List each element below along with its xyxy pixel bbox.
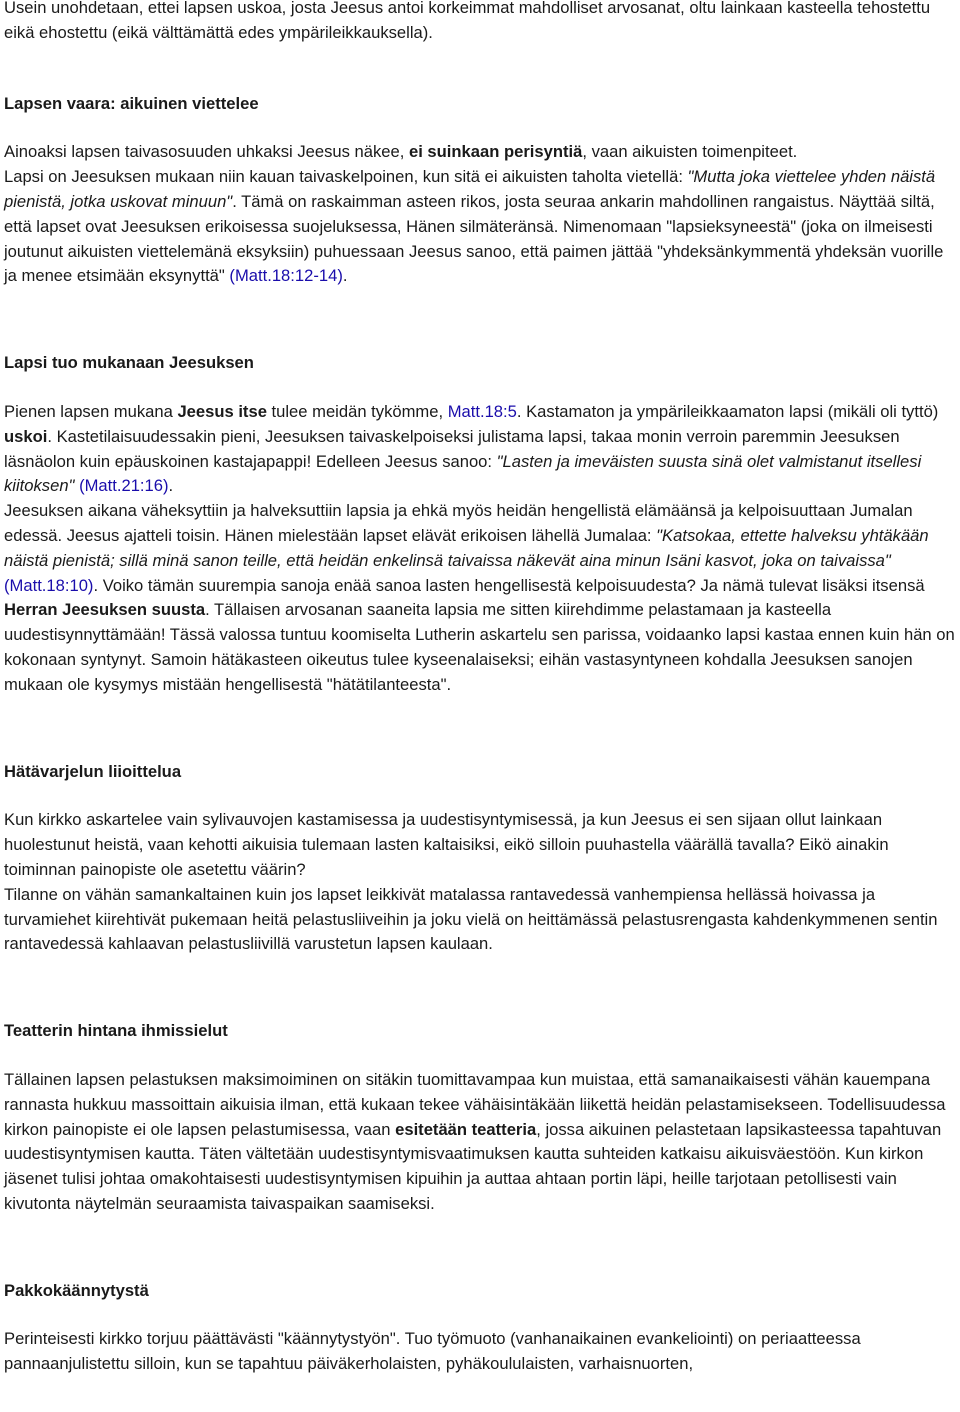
section2-paragraph-2: Jeesuksen aikana väheksyttiin ja halveksuttiin lapsia ja ehkä myös heidän hengellistä elämäänsä ja kelpoisuuttaan Jumalan edessä. Jeesus ajatteli toisin. Hänen mielestään lapset elävät erikoisen lähellä Jumalaa: "Katsokaa, ettette halveksu yhtäkään näistä pienistä; sillä minä sanon teille, että heidän enkelinsä taivaissa näkevät aina minun Isäni kasvot, joka on taivaissa" (Matt.18:10). Voiko tämän suurempia sanoja enää sanoa lasten hengellisestä kelpoisuudesta? Ja nämä tulevat lisäksi itsensä Herran Jeesuksen suusta. Tällaisen arvosanan saaneita lapsia me sitten kiirehdimme pelastamaan ja kasteella uudestisynnyttämään! Tässä valossa tuntuu koomiselta Lutherin askartelu sen parissa, voidaanko lapsi kastaa ennen kuin hän on kokonaan syntynyt. Samoin hätäkasteen oikeutus tulee kyseenalaiseksi; eihän vastasyntyneen kohdalla Jeesuksen sanojen mukaan ole kysymys mistään hengellisestä "hätätilanteesta". — [4, 501, 955, 694]
section1-paragraph-2: Lapsi on Jeesuksen mukaan niin kauan taivaskelpoinen, kun sitä ei aikuisten taholta vietellä: "Mutta joka viettelee yhden näistä pienistä, jotka uskovat minuun". Tämä on raskaimman asteen rikos, josta seuraa ankarin mahdollinen rangaistus. Näyttää siltä, että lapset ovat Jeesuksen erikoisessa suojeluksessa, Hänen silmäteränsä. Nimenomaan "lapsieksyneestä" (joka on ilmeisesti joutunut aikuisten viettelemänä eksyksiin) puhuessaan Jeesus sanoo, että paimen jättää "yhdeksänkymmentä yhdeksän vuorille ja menee etsimään eksynyttä" (Matt.18:12-14). — [4, 167, 944, 286]
section3-paragraph-2: Tilanne on vähän samankaltainen kuin jos lapset leikkivät matalassa rantavedessä vanhempiensa hellässä hoivassa ja turvamiehet kiirehtivät pukemaan heitä pelastusliiveihin ja joku vielä on heittämässä pelastusrengasta kahdenkymmenen sentin rantavedessä kahlaavan pelastusliivillä varustetun lapsen kaulaan. — [4, 884, 938, 954]
section1-paragraph-1: Ainoaksi lapsen taivasosuuden uhkaksi Jeesus näkee, ei suinkaan perisyntiä, vaan aikuisten toimenpiteet. — [4, 142, 798, 162]
matt-18-10-link[interactable]: (Matt.18:10) — [4, 575, 94, 595]
heading-pakkokaannytysta: Pakkokäännytystä — [4, 1280, 149, 1300]
intro-paragraph: Usein unohdetaan, ettei lapsen uskoa, josta Jeesus antoi korkeimmat mahdolliset arvosanat, oltu lainkaan kasteella tehostettu eikä ehostettu (eikä välttämättä edes ympärileikkauksella). — [4, 0, 931, 42]
heading-teatterin: Teatterin hintana ihmissielut — [4, 1021, 228, 1041]
matt-18-5-link[interactable]: Matt.18:5 — [447, 401, 517, 421]
matt-21-16-link[interactable]: (Matt.21:16) — [74, 476, 169, 496]
matt-18-12-14-link[interactable]: (Matt.18:12-14) — [229, 266, 343, 286]
section3-paragraph-1: Kun kirkko askartelee vain sylivauvojen kastamisessa ja uudestisyntymisessä, ja kun Jeesus ei sen sijaan ollut lainkaan huolestunut heistä, vaan kehotti aikuisia tulemaan lasten kaltaisiksi, eikö silloin puuhastella väärällä tavalla? Eikö ainakin toiminnan painopiste ole asetettu väärin? — [4, 810, 889, 879]
section2-paragraph-1: Pienen lapsen mukana Jeesus itse tulee meidän tykömme, Matt.18:5. Kastamaton ja ympärileikkaamaton lapsi (mikäli oli tyttö) uskoi. Kastetilaisuudessakin pieni, Jeesuksen taivaskelpoiseksi julistama lapsi, takaa monin verroin paremmin Jeesuksen läsnäolon kuin epäuskoinen kastajapappi! Edelleen Jeesus sanoo: "Lasten ja imeväisten suusta sinä olet valmistanut itsellesi kiitoksen" (Matt.21:16). — [4, 401, 939, 496]
section4-paragraph-1: Tällainen lapsen pelastuksen maksimoiminen on sitäkin tuomittavampaa kun muistaa, että samanaikaisesti vähän kauempana rannasta hukkuu massoittain aikuisia ilman, että kukaan tekee vähäisintäkään liikettä heidän pelastamisekseen. Todellisuudessa kirkon painopiste ei ole lapsen pelastumisessa, vaan esitetään teatteria, jossa aikuinen pelastetaan lapsikasteessa tapahtuvan uudestisyntymisen kautta. Täten vältetään uudestisyntymisvaatimuksen kautta suhteiden katkaisu aikuisväestöön. Kun kirkon jäsenet tulisi johtaa omakohtaisesti uudestisyntymisen kipuihin ja auttaa ahtaan portin läpi, heille tarjotaan petollisesti vain kivutonta näytelmän seuraamista taivaspaikan saamiseksi. — [4, 1069, 946, 1213]
section5-paragraph-1: Perinteisesti kirkko torjuu päättävästi "käännytystyön". Tuo työmuoto (vanhanaikainen evankeliointi) on periaatteessa pannaanjulistettu silloin, kun se tapahtuu päiväkerholaisten, pyhäkoululaisten, varhaisnuorten, — [4, 1329, 861, 1374]
heading-lapsi-tuo: Lapsi tuo mukanaan Jeesuksen — [4, 353, 254, 373]
heading-lapsen-vaara: Lapsen vaara: aikuinen viettelee — [4, 93, 259, 113]
heading-hatavarjelun: Hätävarjelun liioittelua — [4, 761, 182, 781]
